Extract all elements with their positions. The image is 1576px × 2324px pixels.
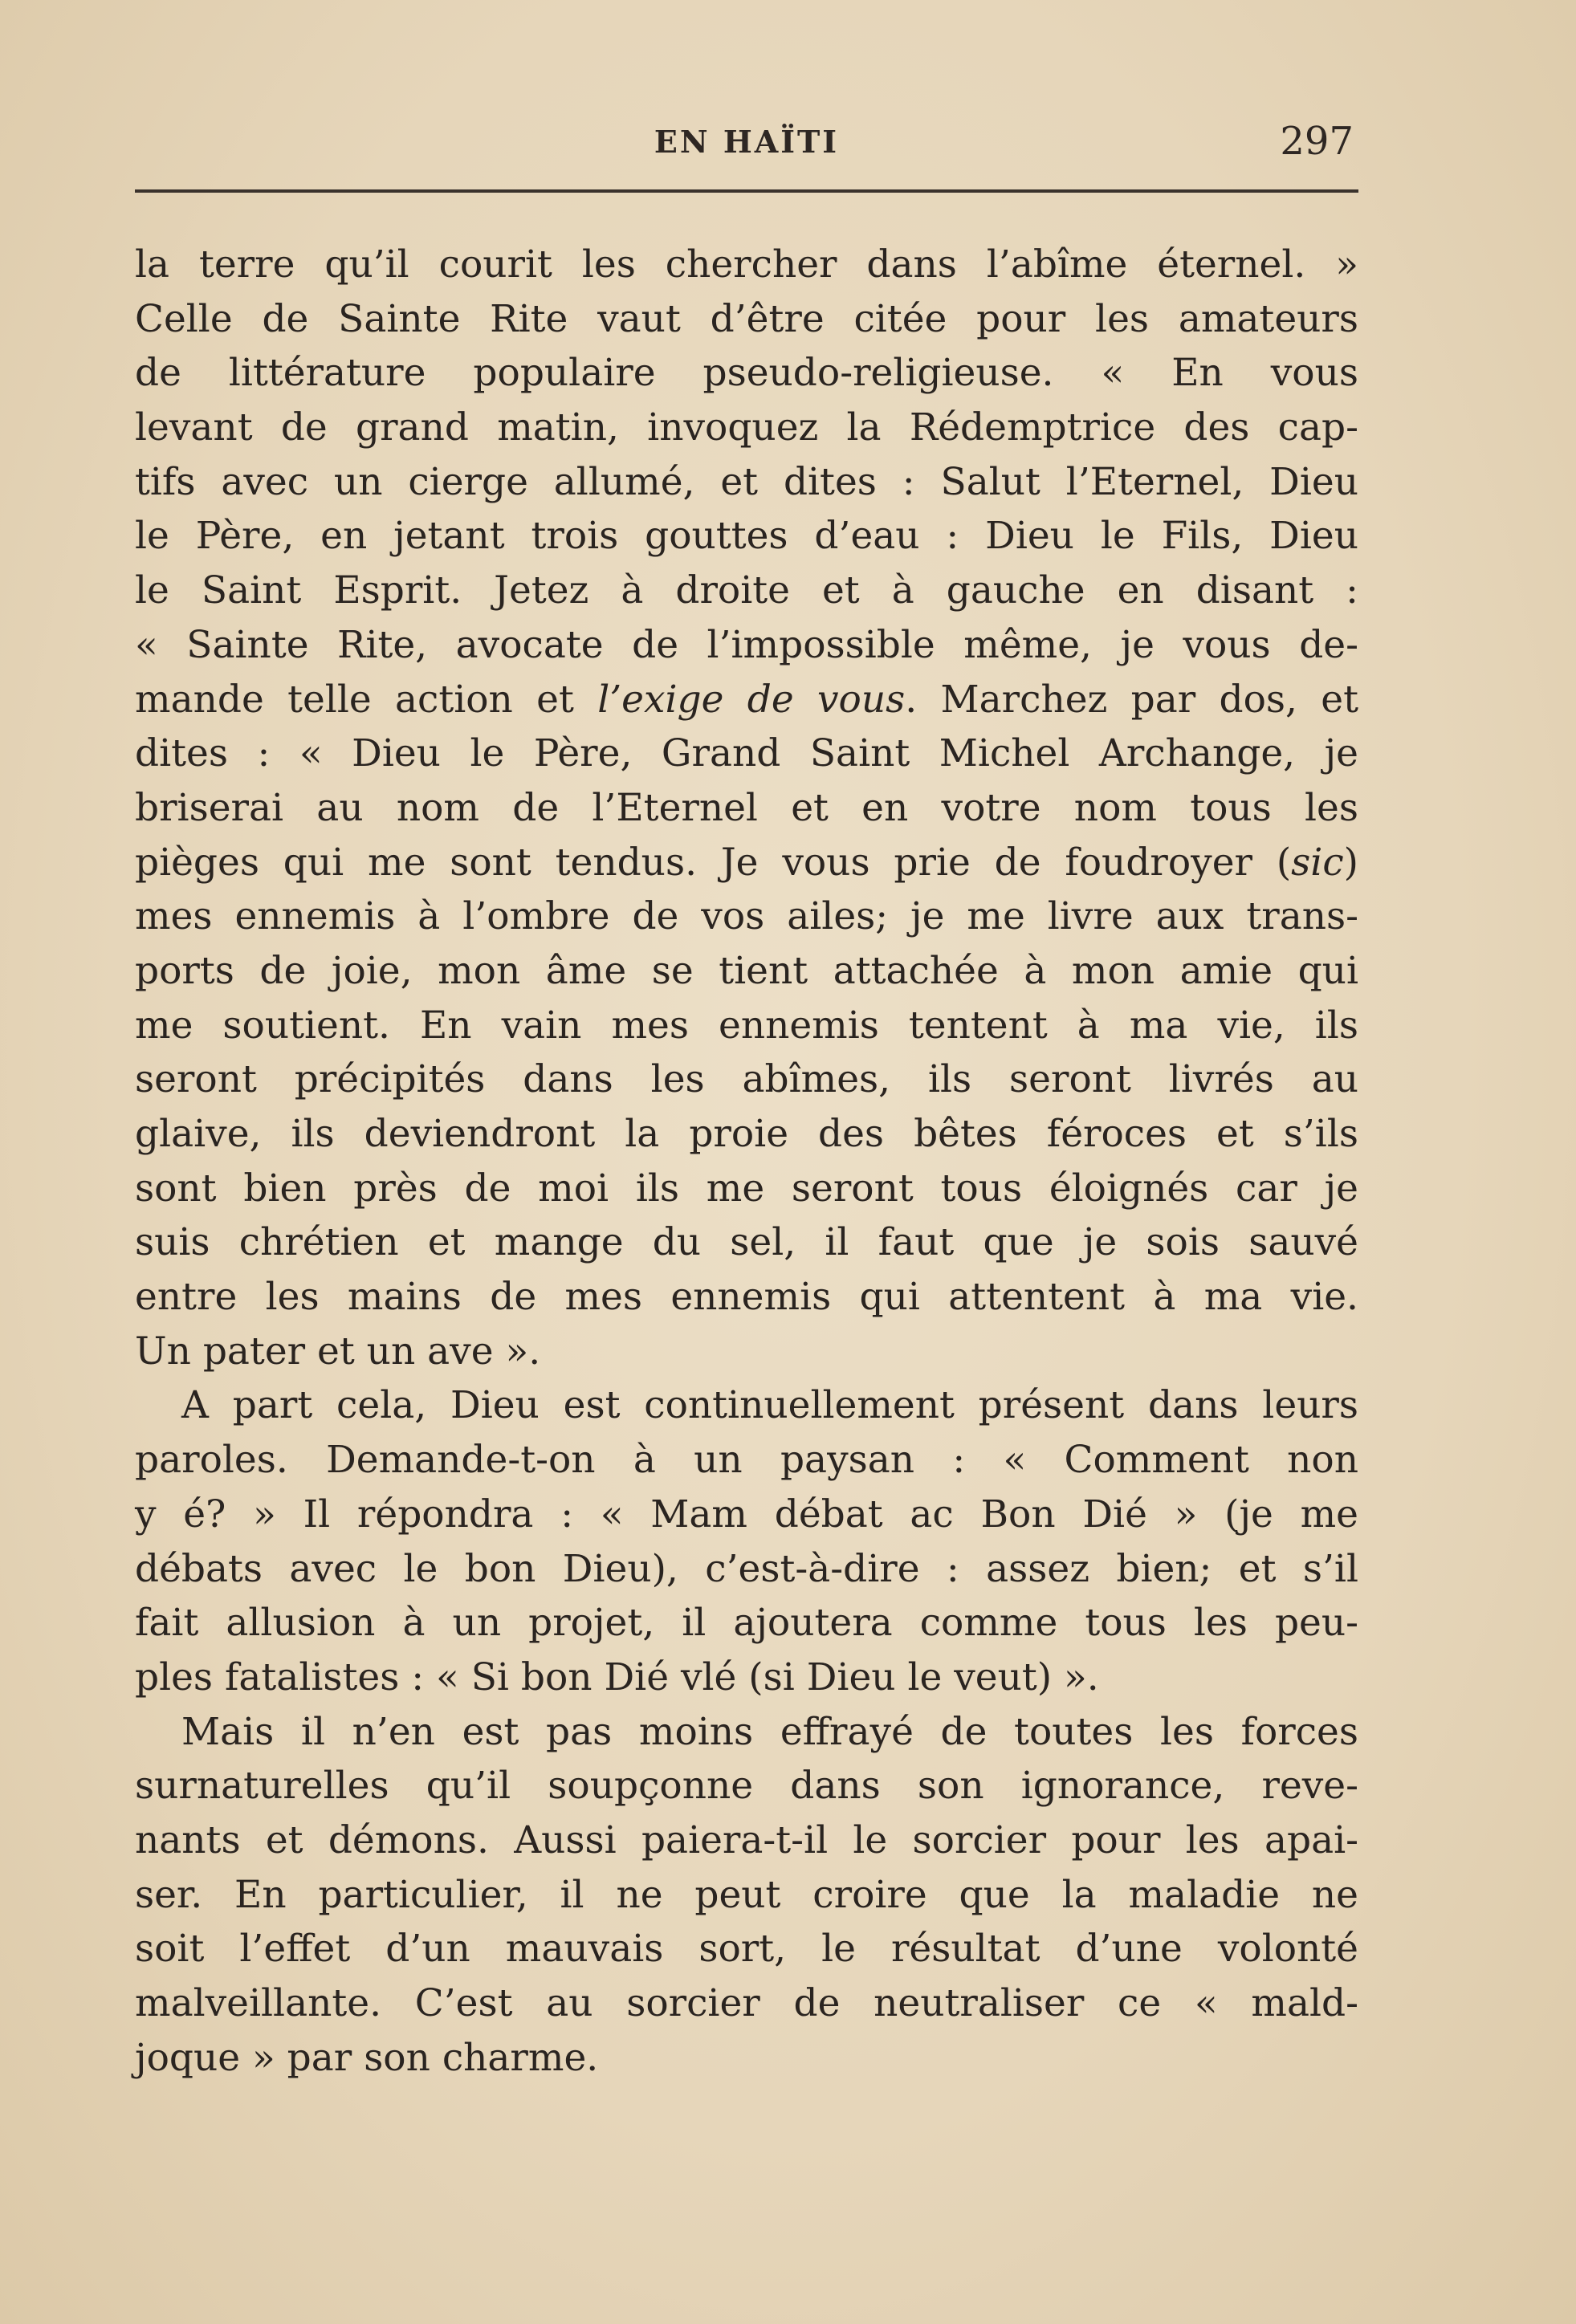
text-line: paroles. Demande-t-on à un paysan : « Comment non	[135, 1438, 1358, 1483]
text-line: me soutient. En vain mes ennemis tentent à ma vie, ils	[135, 1003, 1358, 1048]
text-line: entre les mains de mes ennemis qui attentent à ma vie.	[135, 1275, 1358, 1320]
text-line: de littérature populaire pseudo-religieuse. « En vous	[135, 351, 1358, 396]
text-line: débats avec le bon Dieu), c’est-à-dire : assez bien; et s’il	[135, 1546, 1358, 1591]
text-line: Mais il n’en est pas moins effrayé de toutes les forces	[181, 1709, 1358, 1754]
page-header	[135, 119, 1358, 167]
text-line: ples fatalistes : « Si bon Dié vlé (si Dieu le veut) ».	[135, 1654, 1099, 1699]
text-line: « Sainte Rite, avocate de l’impossible même, je vous de-	[135, 622, 1358, 667]
text-line: le Père, en jetant trois gouttes d’eau : Dieu le Fils, Dieu	[135, 514, 1358, 559]
running-head: EN HAÏTI	[654, 124, 840, 160]
text-line: soit l’effet d’un mauvais sort, le résultat d’une volonté	[135, 1927, 1358, 1972]
text-line: levant de grand matin, invoquez la Rédemptrice des cap-	[135, 405, 1358, 450]
text-line: mes ennemis à l’ombre de vos ailes; je me livre aux trans-	[135, 894, 1358, 939]
text-line: surnaturelles qu’il soupçonne dans son ignorance, reve-	[135, 1764, 1358, 1809]
text-line: la terre qu’il courit les chercher dans l’abîme éternel. »	[135, 242, 1358, 287]
text-line: y é? » Il répondra : « Mam débat ac Bon Dié » (je me	[135, 1492, 1358, 1536]
text-line: nants et démons. Aussi paiera-t-il le sorcier pour les apai-	[135, 1817, 1358, 1862]
text-line: ser. En particulier, il ne peut croire que la maladie ne	[135, 1872, 1358, 1917]
text-line: malveillante. C’est au sorcier de neutraliser ce « mald-	[135, 1981, 1358, 2025]
text-line: briserai au nom de l’Eternel et en votre nom tous les	[135, 785, 1358, 830]
text-line: fait allusion à un projet, il ajoutera comme tous les peu-	[135, 1601, 1358, 1646]
text-line: Celle de Sainte Rite vaut d’être citée pour les amateurs	[135, 296, 1358, 341]
text-line: suis chrétien et mange du sel, il faut que je sois sauvé	[135, 1220, 1358, 1265]
text-line: pièges qui me sont tendus. Je vous prie de foudroyer (sic)	[135, 840, 1358, 885]
text-line: le Saint Esprit. Jetez à droite et à gauche en disant :	[135, 568, 1358, 613]
text-line: seront précipités dans les abîmes, ils seront livrés au	[135, 1057, 1358, 1102]
text-line: mande telle action et l’exige de vous. Marchez par dos, et	[135, 677, 1358, 722]
text-line: sont bien près de moi ils me seront tous éloignés car je	[135, 1166, 1358, 1211]
body-text	[135, 238, 1358, 2085]
text-line: Un pater et un ave ».	[135, 1329, 541, 1374]
text-line: joque » par son charme.	[135, 2035, 599, 2080]
text-line: A part cela, Dieu est continuellement présent dans leurs	[181, 1383, 1358, 1428]
text-line: tifs avec un cierge allumé, et dites : Salut l’Eternel, Dieu	[135, 459, 1358, 504]
text-line: dites : « Dieu le Père, Grand Saint Michel Archange, je	[135, 731, 1358, 776]
page-number: 297	[1280, 119, 1354, 164]
text-line: glaive, ils deviendront la proie des bêtes féroces et s’ils	[135, 1112, 1358, 1156]
header-rule	[135, 189, 1358, 193]
text-line: ports de joie, mon âme se tient attachée à mon amie qui	[135, 948, 1358, 993]
